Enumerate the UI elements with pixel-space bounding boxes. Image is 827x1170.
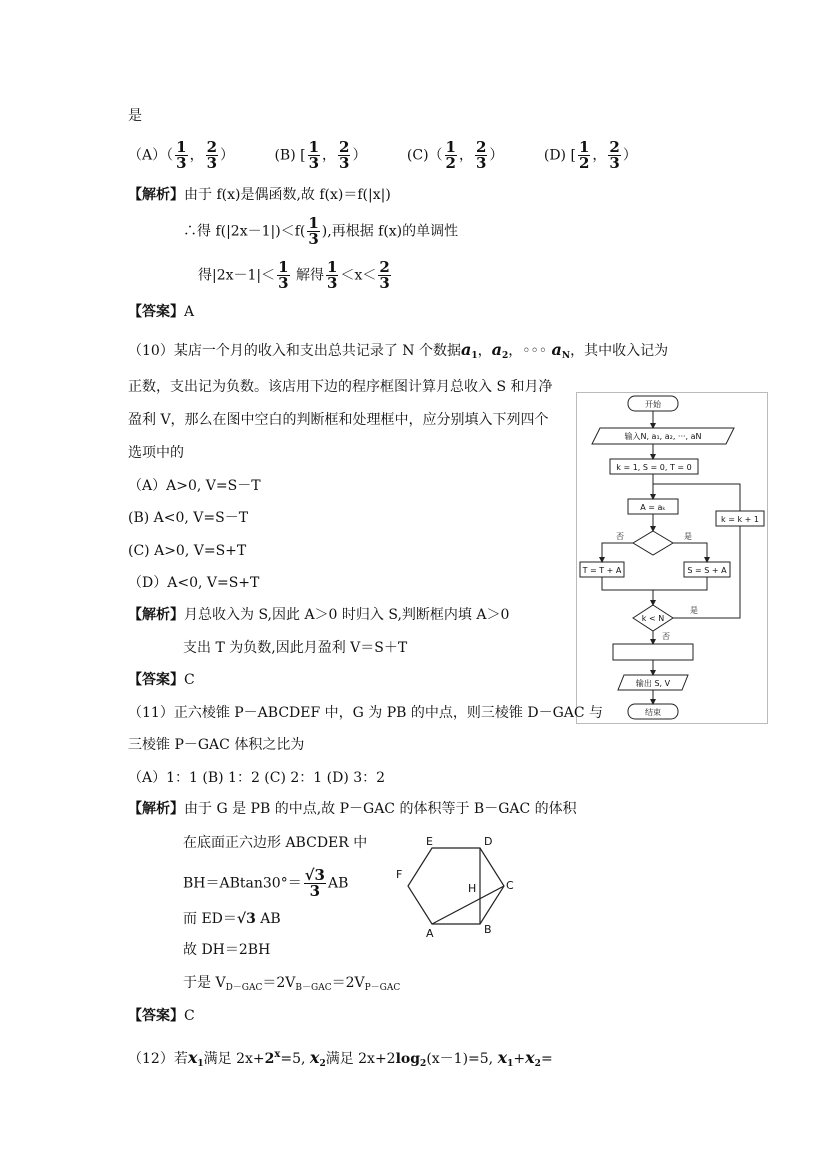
flow-assign-label: A = aₖ [640,503,666,512]
q10-option-b: (B) A<0, V=S－T [128,510,249,526]
vertex-b: B [484,923,492,936]
q9-option-a: （A）（ $\frac{1}{3}$ ， $\frac{2}{3}$ ） [128,138,234,172]
vertex-h: H [468,882,477,895]
hexagon-shape [408,848,504,924]
q9-option-b: (B) [ $\frac{1}{3}$ ， $\frac{2}{3}$ ） [274,138,367,172]
q11-line2: 三棱锥 P－GAC 体积之比为 [128,737,305,753]
flow-cond-label: k < N [641,614,665,623]
q11-options: （A）1：1 (B) 1：2 (C) 2：1 (D) 3：2 [128,770,386,786]
q10-line1: （10）某店一个月的收入和支出总共记录了 N 个数据$a_1$，$a_2$，◦◦◦ $a_N$，其中收入记为 [128,340,669,361]
q10-line2: 正数，支出记为负数。该店用下边的程序框图计算月总收入 S 和月净 [128,379,553,395]
flow-t-label: T = T + A [582,566,622,575]
q10-option-c: (C) A>0, V=S+T [128,543,247,559]
prev-question-tail: 是 [128,108,142,124]
hexagon-figure [392,833,522,943]
flow-no2-label: 否 [662,632,670,641]
q9-analysis-line3: 得|2x－1|＜ $\frac{1}{3}$ 解得 $\frac{1}{3}$ ＜x＜ $\frac{2}{3}$ [198,258,390,292]
flow-input-label: 输入N, a₁, a₂, ···, aN [624,432,702,441]
q11-analysis-line1: 【解析】由于 G 是 PB 的中点,故 P－GAC 的体积等于 B－GAC 的体积 [128,801,577,817]
q11-analysis-line6: 于是 $V_{D-GAC}=2V_{B-GAC}=2V_{P-GAC}$ [183,975,401,993]
q10-line4: 选项中的 [128,445,184,461]
vertex-c: C [506,879,514,892]
q10-line3: 盈利 V，那么在图中空白的判断框和处理框中，应分别填入下列四个 [128,412,549,428]
flow-no-label: 否 [616,532,624,541]
vertex-a: A [426,927,434,940]
q11-analysis-line3: BH＝ABtan30°＝ $\frac{√3}{3}$ AB [183,866,349,900]
q10-option-d: （D）A<0, V=S+T [128,575,260,591]
q9-option-c: (C)（ $\frac{1}{2}$ ， $\frac{2}{3}$ ） [406,138,504,172]
q11-answer: 【答案】C [128,1008,195,1024]
flow-end-label: 结束 [645,708,661,717]
q9-analysis-line2: ∴得 f(|2x－1|)＜f( $\frac{1}{3}$ ),再根据 f(x)的单调性 [183,214,459,248]
vertex-d: D [484,835,493,848]
q11-analysis-line5: 故 DH＝2BH [183,942,271,958]
q11-line1: （11）正六棱锥 P－ABCDEF 中，G 为 PB 的中点，则三棱锥 D－GAC 与 [128,705,604,721]
flow-k-label: k = k + 1 [721,515,759,524]
flow-yes2-label: 是 [690,606,698,615]
q10-option-a: （A）A>0, V=S－T [128,478,261,494]
flowchart [576,392,768,724]
q9-analysis-line1: 【解析】由于 f(x)是偶函数,故 f(x)＝f(|x|) [128,187,391,203]
q9-options [128,140,673,171]
q10-answer: 【答案】C [128,672,195,688]
q9-option-d: (D) [ $\frac{1}{2}$ ， $\frac{2}{3}$ ） [543,138,637,172]
q10-analysis-line1: 【解析】月总收入为 S,因此 A＞0 时归入 S,判断框内填 A＞0 [128,607,510,623]
flow-s-label: S = S + A [687,566,727,575]
q9-answer: 【答案】A [128,304,195,320]
q10-analysis-line2: 支出 T 为负数,因此月盈利 V＝S＋T [183,640,408,656]
flow-blank-box [613,644,693,660]
q12-line: （12）若$x_1$满足 $2x+2^x=5$, $x_2$满足 $2x+2\log_2(x-1)=5$, $x_1+x_2=$ [128,1048,553,1069]
q11-analysis-line2: 在底面正六边形 ABCDER 中 [183,835,368,851]
vertex-f: F [396,868,403,881]
flow-init-label: k = 1, S = 0, T = 0 [616,463,692,472]
vertex-e: E [426,835,433,848]
flow-output-label: 输出 S, V [635,679,671,688]
flow-yes-label: 是 [684,532,692,541]
flow-start-label: 开始 [645,400,661,409]
q11-analysis-line4: 而 ED＝√3 AB [183,911,281,927]
